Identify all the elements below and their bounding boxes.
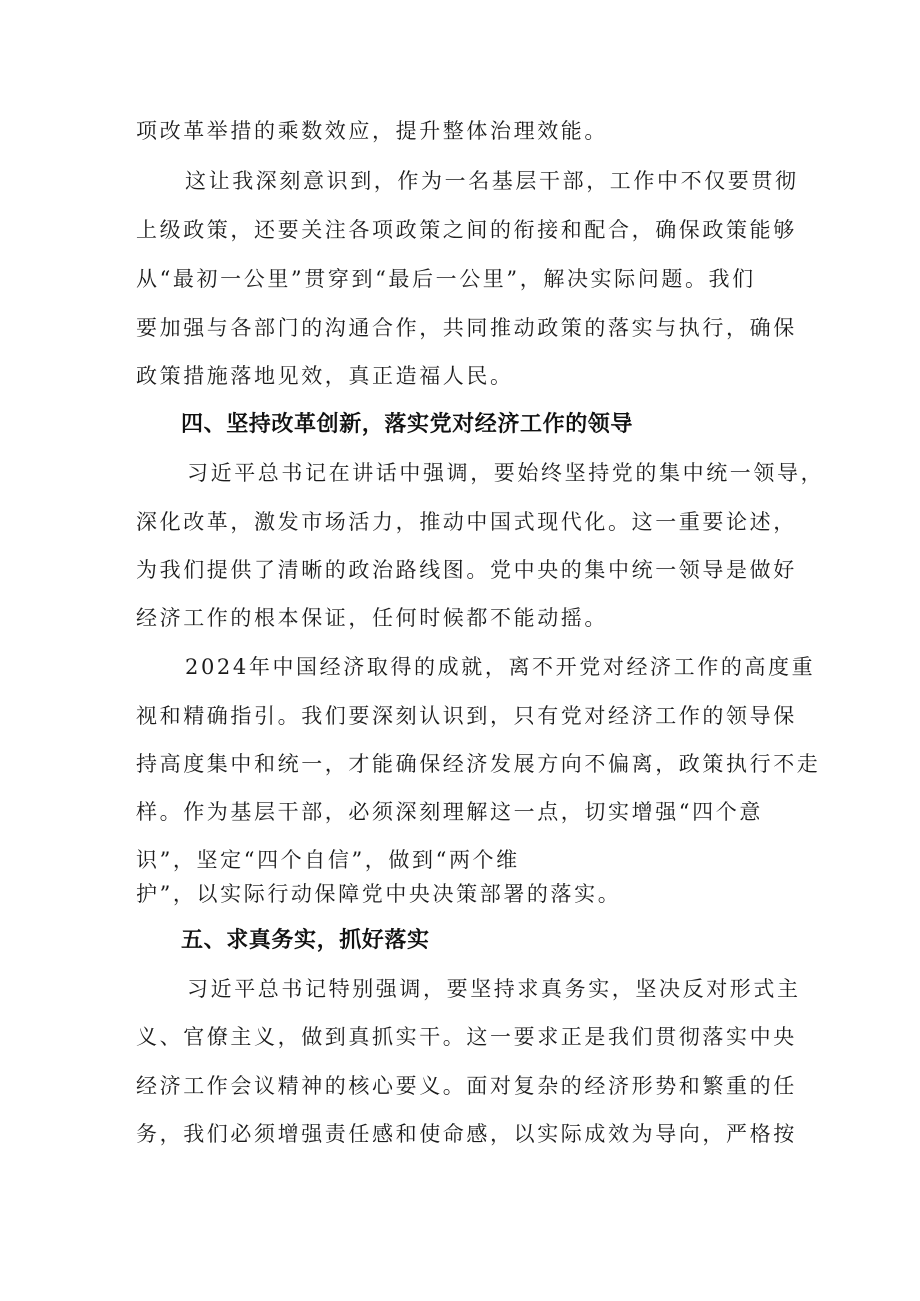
body-text-line: 习近平总书记在讲话中强调，要始终坚持党的集中统一领导， — [187, 461, 825, 485]
body-text-line: 经济工作会议精神的核心要义。面对复杂的经济形势和繁重的任 — [136, 1074, 797, 1098]
body-text-line: 政策措施落地见效，真正造福人民。 — [136, 364, 514, 388]
body-text-line: 2024年中国经济取得的成就，离不开党对经济工作的高度重 — [185, 655, 816, 679]
body-text-line: 上级政策，还要关注各项政策之间的衔接和配合，确保政策能够 — [136, 218, 797, 242]
body-text-line: 样。作为基层干部，必须深刻理解这一点，切实增强“四个意 — [136, 800, 763, 824]
body-text-line: 要加强与各部门的沟通合作，共同推动政策的落实与执行，确保 — [136, 316, 797, 340]
body-text-line: 深化改革，激发市场活力，推动中国式现代化。这一重要论述， — [136, 510, 797, 534]
body-text-line: 务，我们必须增强责任感和使命感，以实际成效为导向，严格按 — [136, 1122, 797, 1146]
section-heading: 五、求真务实，抓好落实 — [181, 928, 430, 953]
section-heading: 四、坚持改革创新，落实党对经济工作的领导 — [181, 412, 634, 437]
body-text-line: 从“最初一公里”贯穿到“最后一公里”，解决实际问题。我们 — [136, 267, 756, 291]
body-text-line: 这让我深刻意识到，作为一名基层干部，工作中不仅要贯彻 — [185, 169, 799, 193]
body-text-line: 项改革举措的乘数效应，提升整体治理效能。 — [136, 119, 608, 143]
body-text-line: 为我们提供了清晰的政治路线图。党中央的集中统一领导是做好 — [136, 558, 797, 582]
body-text-line: 义、官僚主义，做到真抓实干。这一要求正是我们贯彻落实中央 — [136, 1025, 797, 1049]
body-text-line: 视和精确指引。我们要深刻认识到，只有党对经济工作的领导保 — [136, 704, 797, 728]
body-text-line: 识”，坚定“四个自信”，做到“两个维 — [136, 848, 520, 872]
body-text-line: 经济工作的根本保证，任何时候都不能动摇。 — [136, 606, 608, 630]
body-text-line: 护”，以实际行动保障党中央决策部署的落实。 — [136, 882, 622, 906]
body-text-line: 持高度集中和统一，才能确保经济发展方向不偏离，政策执行不走 — [136, 752, 821, 776]
body-text-line: 习近平总书记特别强调，要坚持求真务实，坚决反对形式主 — [187, 977, 801, 1001]
